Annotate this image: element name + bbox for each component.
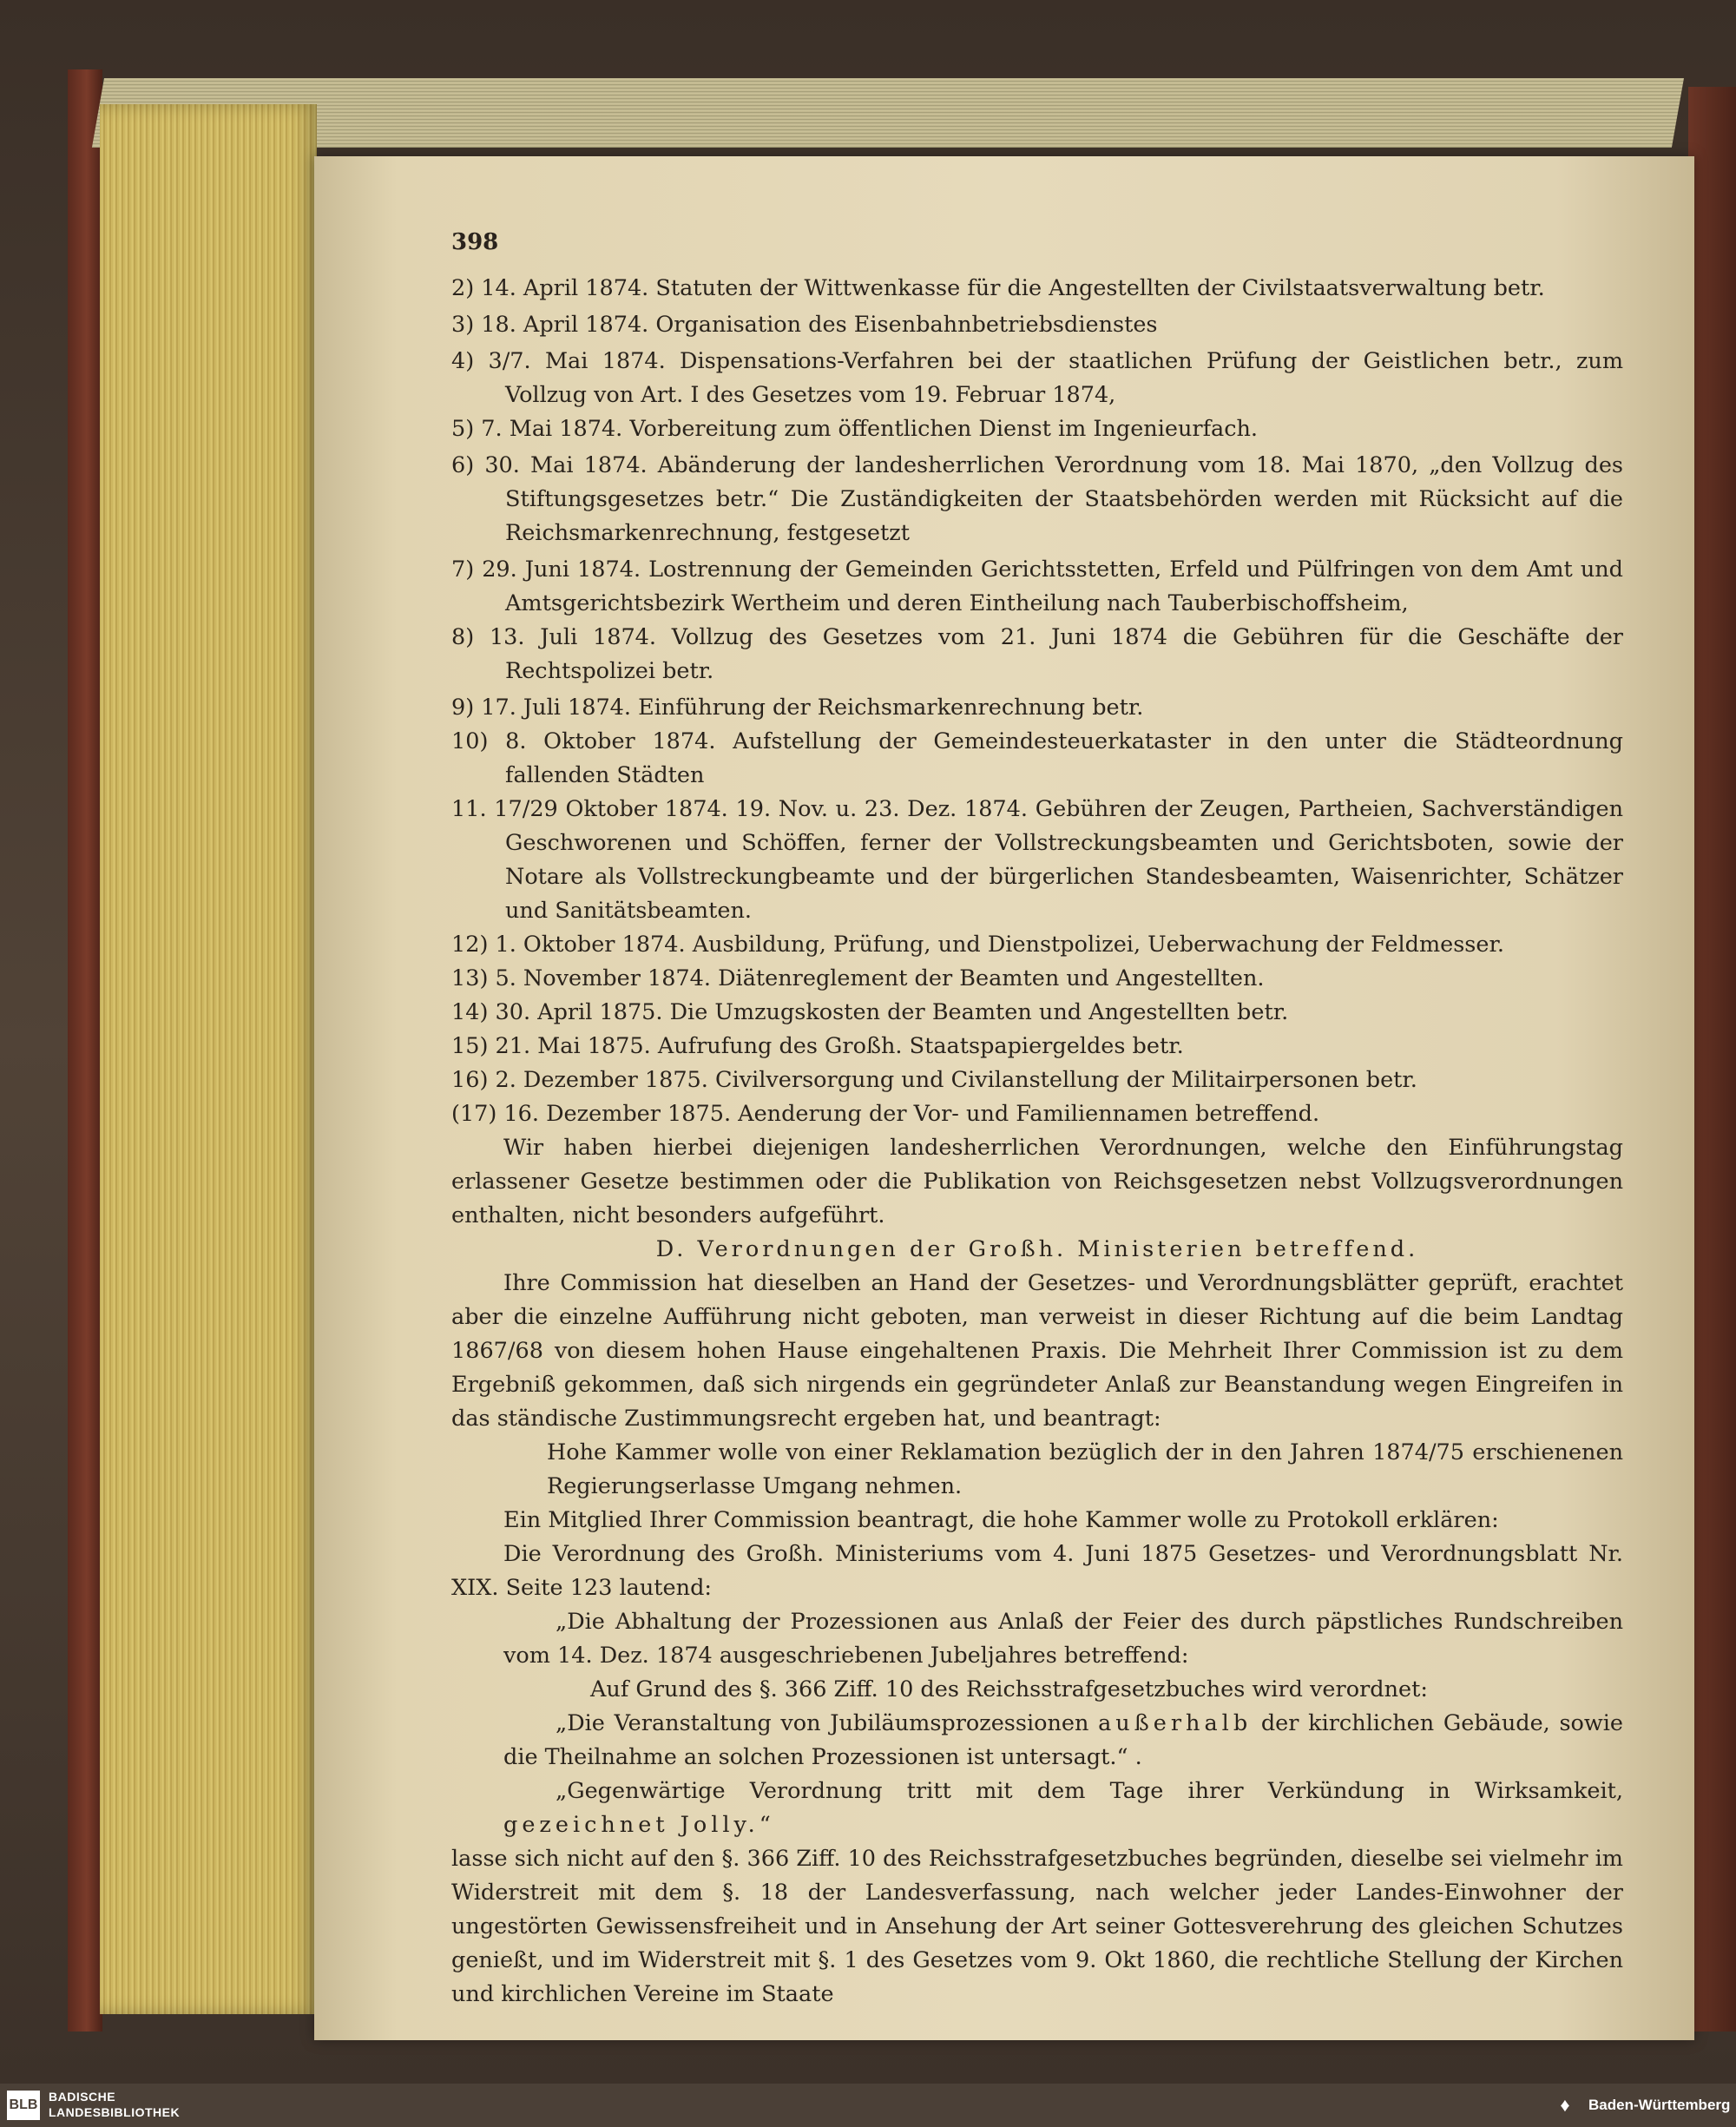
blb-logo: BLB	[7, 2091, 40, 2120]
quote-text: der kirchlichen Gebäude, sowie die Theilnahme an solchen Prozessionen ist untersagt.“ .	[503, 1710, 1623, 1770]
emphasized-text: gezeichnet Jolly.	[503, 1812, 760, 1838]
coat-of-arms-icon: ♦	[1560, 2094, 1570, 2116]
list-item: 10) 8. Oktober 1874. Aufstellung der Gemeindesteuerkataster in den unter die Städteordnung fallenden Städten	[451, 728, 1623, 788]
library-name	[49, 2089, 180, 2120]
gilt-page-edges	[100, 104, 317, 2014]
book-cover-right	[1688, 87, 1736, 2032]
list-item: 3) 18. April 1874. Organisation des Eisenbahnbetriebsdienstes	[451, 312, 1158, 338]
quote-text: „Gegenwärtige Verordnung tritt mit dem Tage ihrer Verkündung in Wirksamkeit,	[556, 1778, 1623, 1804]
list-item: 5) 7. Mai 1874. Vorbereitung zum öffentlichen Dienst im Ingenieurfach.	[451, 416, 1259, 442]
paragraph: Die Verordnung des Großh. Ministeriums vom 4. Juni 1875 Gesetzes- und Verordnungsblatt Nr. XIX. Seite 123 lautend:	[451, 1541, 1623, 1601]
quoted-ordinance-line: Auf Grund des §. 366 Ziff. 10 des Reichsstrafgesetzbuches wird verordnet:	[590, 1676, 1428, 1702]
list-item: 15) 21. Mai 1875. Aufrufung des Großh. Staatspapiergeldes betr.	[451, 1033, 1184, 1059]
list-item: 16) 2. Dezember 1875. Civilversorgung und Civilanstellung der Militairpersonen betr.	[451, 1067, 1417, 1093]
emphasized-text: außerhalb	[1098, 1710, 1253, 1736]
quote-text: „Die Veranstaltung von Jubiläumsprozessionen	[556, 1710, 1099, 1736]
list-item: 13) 5. November 1874. Diätenreglement der Beamten und Angestellten.	[451, 965, 1265, 991]
library-name-line1: BADISCHE	[49, 2090, 116, 2104]
list-item: 4) 3/7. Mai 1874. Dispensations-Verfahren bei der staatlichen Prüfung der Geistlichen betr., zum Vollzug von Art. I des Gesetzes vom 19. Februar 1874,	[451, 348, 1623, 408]
paragraph: lasse sich nicht auf den §. 366 Ziff. 10 des Reichsstrafgesetzbuches begründen, dieselbe sei vielmehr im Widerstreit mit dem §. 18 der Landesverfassung, nach welcher jeder Landes-Einwohner der ungestörten Gewissensfreiheit und in Ansehung der Art seiner Gottesverehrung des gleichen Schutzes genießt, und im Widerstreit mit §. 1 des Gesetzes vom 9. Okt 1860, die rechtliche Stellung der Kirchen und kirchlichen Vereine im Staate	[451, 1846, 1623, 2007]
paragraph: Ein Mitglied Ihrer Commission beantragt, die hohe Kammer wolle zu Protokoll erklären:	[503, 1507, 1499, 1533]
library-name-line2: LANDESBIBLIOTHEK	[49, 2105, 181, 2119]
quote-text: “	[759, 1812, 771, 1838]
list-item: (17) 16. Dezember 1875. Aenderung der Vor- und Familiennamen betreffend.	[451, 1101, 1320, 1127]
state-name: Baden-Württemberg	[1588, 2097, 1731, 2113]
viewer-footer	[0, 2084, 1736, 2127]
ordinance-list	[451, 272, 1623, 1131]
list-item: 7) 29. Juni 1874. Lostrennung der Gemeinden Gerichtsstetten, Erfeld und Pülfringen von dem Amt und Amtsgerichtsbezirk Wertheim und deren Eintheilung nach Tauberbischoffsheim,	[451, 556, 1623, 616]
section-heading: D. Verordnungen der Großh. Ministerien betreffend.	[655, 1236, 1419, 1262]
list-item: 12) 1. Oktober 1874. Ausbildung, Prüfung, und Dienstpolizei, Ueberwachung der Feldmesser.	[451, 932, 1504, 958]
quoted-ordinance-closing	[451, 1775, 1623, 1842]
paragraph: Wir haben hierbei diejenigen landesherrlichen Verordnungen, welche den Einführungstag erlassener Gesetze bestimmen oder die Publikation von Reichsgesetzen nebst Vollzugsverordnungen enthalten, nicht besonders aufgeführt.	[451, 1135, 1623, 1228]
list-item: 2) 14. April 1874. Statuten der Wittwenkasse für die Angestellten der Civilstaatsverwaltung betr.	[451, 275, 1545, 301]
paragraph: Ihre Commission hat dieselben an Hand der Gesetzes- und Verordnungsblätter geprüft, erachtet aber die einzelne Aufführung nicht geboten, man verweist in dieser Richtung auf die beim Landtag 1867/68 von diesem hohen Hause eingehaltenen Praxis. Die Mehrheit Ihrer Commission ist zu dem Ergebniß gekommen, daß sich nirgends ein gegründeter Anlaß zur Beanstandung wegen Eingreifen in das ständische Zustimmungsrecht ergeben hat, und beantragt:	[451, 1270, 1623, 1432]
motion-quote: Hohe Kammer wolle von einer Reklamation bezüglich der in den Jahren 1874/75 erschienenen Regierungserlasse Umgang nehmen.	[547, 1439, 1623, 1499]
page-text	[451, 226, 1623, 2012]
page-number: 398	[451, 229, 499, 255]
list-item: 14) 30. April 1875. Die Umzugskosten der Beamten und Angestellten betr.	[451, 999, 1289, 1025]
quoted-ordinance-text	[451, 1707, 1623, 1775]
list-item: 8) 13. Juli 1874. Vollzug des Gesetzes vom 21. Juni 1874 die Gebühren für die Geschäfte der Rechtspolizei betr.	[451, 624, 1623, 684]
book-top-edge	[92, 78, 1684, 148]
list-item: 9) 17. Juli 1874. Einführung der Reichsmarkenrechnung betr.	[451, 695, 1144, 721]
list-item: 6) 30. Mai 1874. Abänderung der landesherrlichen Verordnung vom 18. Mai 1870, „den Vollzug des Stiftungsgesetzes betr.“ Die Zuständigkeiten der Staatsbehörden werden mit Rücksicht auf die Reichsmarkenrechnung, festgesetzt	[451, 452, 1623, 546]
quoted-ordinance-title: „Die Abhaltung der Prozessionen aus Anlaß der Feier des durch päpstliches Rundschreiben vom 14. Dez. 1874 ausgeschriebenen Jubeljahres betreffend:	[503, 1609, 1623, 1669]
book-cover-left	[68, 69, 102, 2032]
list-item: 11. 17/29 Oktober 1874. 19. Nov. u. 23. Dez. 1874. Gebühren der Zeugen, Partheien, Sachverständigen Geschworenen und Schöffen, ferner der Vollstreckungsbeamten und Gerichtsboten, sowie der Notare als Vollstreckungbeamte und der bürgerlichen Standesbeamten, Waisenrichter, Schätzer und Sanitätsbeamten.	[451, 796, 1623, 924]
